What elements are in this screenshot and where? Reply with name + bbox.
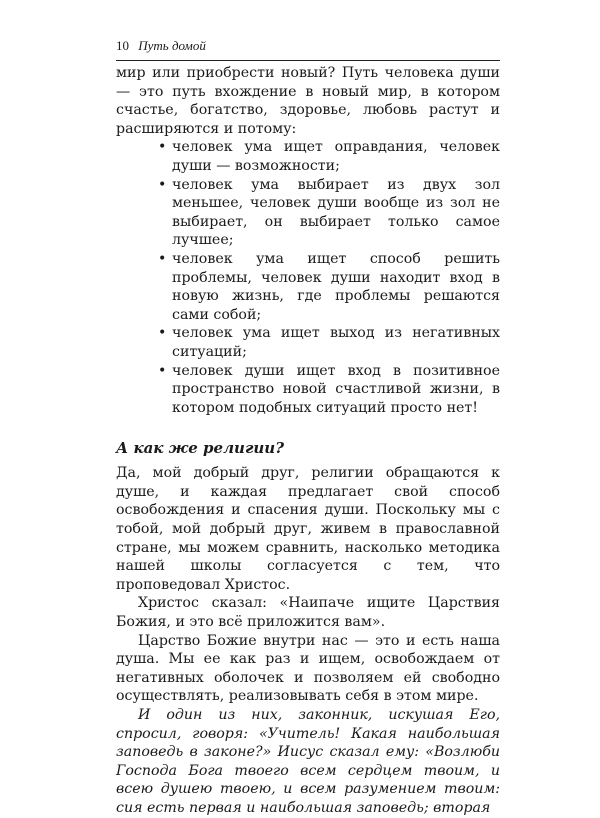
paragraph-kingdom: Царство Божие внутри нас — это и есть наша душа. Мы ее как раз и ищем, освобождаем от негативных оболочек и позволяем ей свободно осуществлять, реализовывать себя в этом мире. (116, 632, 500, 705)
intro-paragraph: мир или приобрести новый? Путь человека души — это путь вхождение в новый мир, в котором счастье, богатство, здоровье, любовь растут и расширяются и потому: (116, 65, 500, 137)
bullet-icon: • (158, 325, 167, 342)
page-number: 10 (116, 38, 129, 53)
bullet-icon: • (158, 362, 167, 379)
paragraph-gospel-quote: И один из них, законник, искушая Его, спросил, говоря: «Учитель! Какая наибольшая заповедь в законе?» Иисус сказал ему: «Возлюби Господа Бога твоего всем сердцем твоим, и всею душею твоею, и всем разумением твоим: сия есть первая и наибольшая заповедь; вторая (116, 707, 500, 816)
running-header (116, 38, 500, 61)
bullet-icon: • (158, 139, 167, 156)
section-heading: А как же религии? (116, 439, 284, 458)
paragraph-christ-quote: Христос сказал: «Наипаче ищите Царствия Божия, и это всё приложится вам». (116, 595, 500, 631)
paragraph-religions: Да, мой добрый друг, религии обращаются к душе, и каждая предлагает свой способ освобождения и спасения души. Поскольку мы с тобой, мой добрый друг, живем в православной стране, мы можем сравнить, насколько методика нашей школы согласуется с тем, что проповедовал Христос. (116, 465, 500, 593)
running-title: Путь домой (138, 38, 206, 53)
bullet-icon: • (158, 176, 167, 193)
list-item: • человек души ищет вход в позитивное пространство новой счастливой жизни, в котором подобных ситуаций просто нет! (158, 362, 500, 416)
list-item: • человек ума выбирает из двух зол меньшее, человек души вообще из зол не выбирает, он выбирает только самое лучшее; (158, 176, 500, 249)
list-item: • человек ума ищет оправдания, человек души — возможности; (158, 139, 500, 174)
list-item: • человек ума ищет выход из негативных ситуаций; (158, 325, 500, 360)
bullet-icon: • (158, 250, 167, 267)
page-body (116, 64, 500, 818)
list-item: • человек ума ищет способ решить проблемы, человек души находит вход в новую жизнь, где проблемы решаются сами собой; (158, 250, 500, 323)
comparison-list (116, 138, 500, 417)
